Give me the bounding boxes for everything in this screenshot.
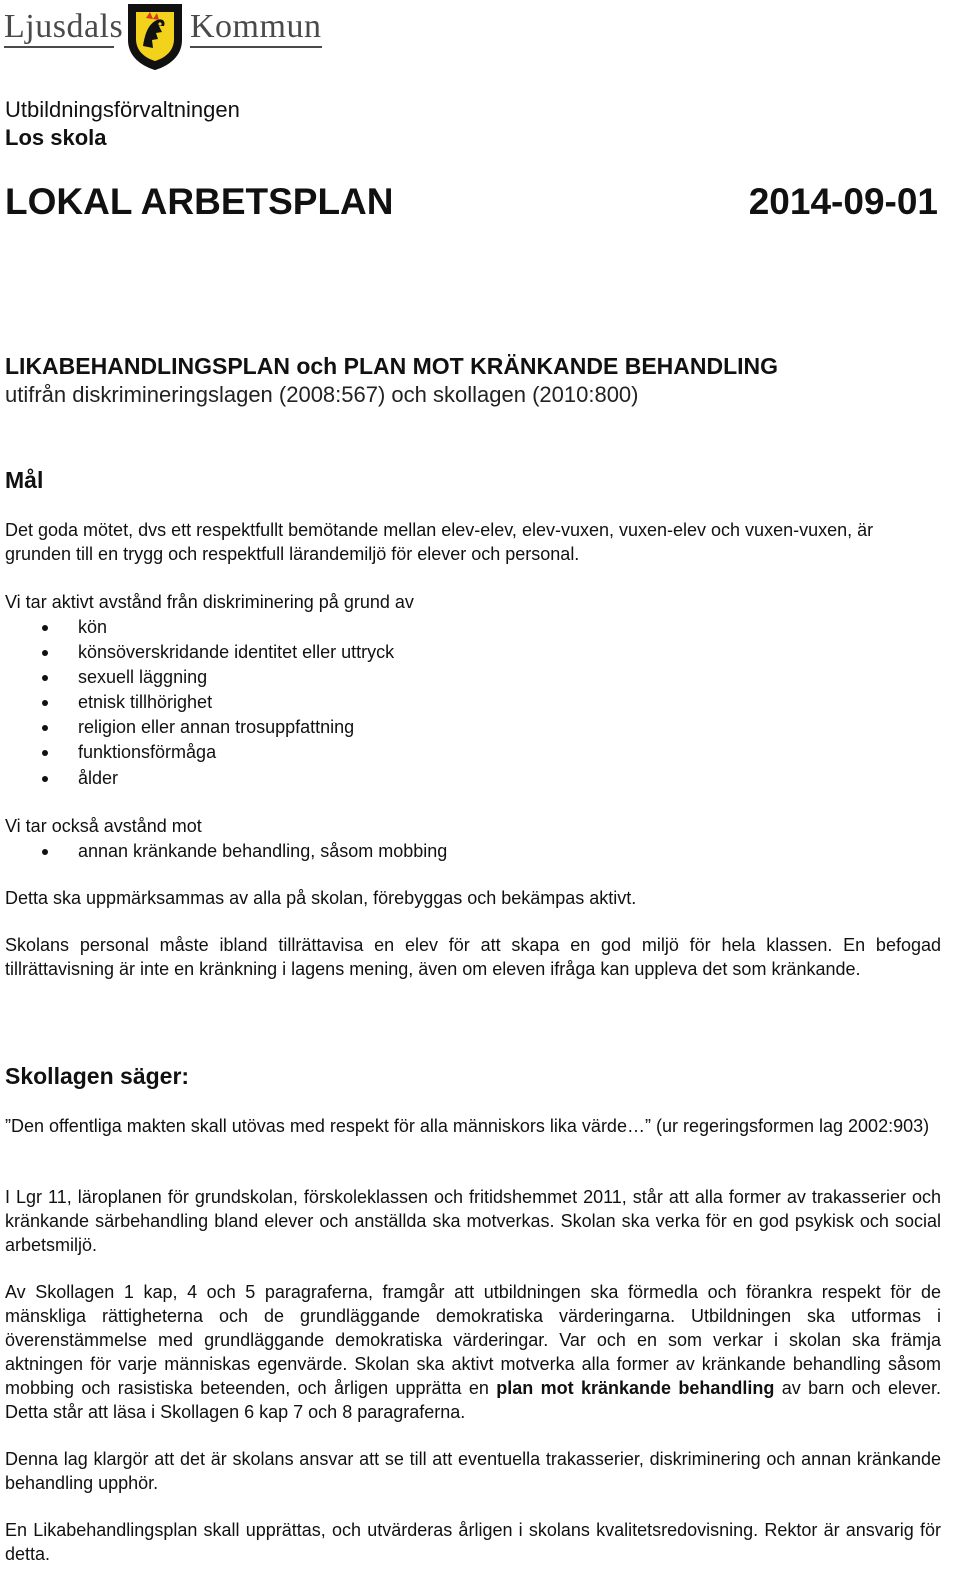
heraldic-shield-icon [126,2,184,70]
goal-intro: Det goda mötet, dvs ett respektfullt bemötande mellan elev-elev, elev-vuxen, vuxen-elev och vuxen-vuxen, är grunden till en trygg och respektfull lärandemiljö för elever och personal. [5,520,874,564]
also-lead: Vi tar också avstånd mot [5,816,202,836]
logo-word-kommun: Kommun [190,8,322,45]
plan-title: LIKABEHANDLINGSPLAN och PLAN MOT KRÄNKANDE BEHANDLING [5,353,779,379]
list-item: religion eller annan trosuppfattning [0,715,394,740]
goal-heading: Mål [5,467,44,493]
list-item: funktionsförmåga [0,740,394,765]
paragraph-text: av barn och elever. Detta står att läsa i Skollagen 6 kap 7 och 8 paragraferna. [5,1378,941,1422]
also-list [0,839,447,864]
list-item: kön [0,615,394,640]
paragraph-text: Av Skollagen 1 kap, 4 och 5 paragraferna, framgår att utbildningen ska förmedla och förankra respekt för de mänskliga rättigheterna och de grundläggande demokratiska värderingarna. Utbildningen ska utformas i överenstämmelse med grundläggande demokratiska värderingar. Var och en som verkar i skolan ska främja aktningen för varje människas egenvärde. Skolan ska aktivt motverka alla former av kränkande behandling såsom mobbing och rasistiska beteenden, och årligen upprätta en [5,1282,941,1398]
municipality-logo [4,2,334,70]
quote-paragraph: ”Den offentliga makten skall utövas med respekt för alla människors lika värde…” (ur regeringsformen lag 2002:903) [5,1116,930,1136]
law-heading: Skollagen säger: [5,1063,190,1089]
skollagen-paragraph [5,1280,941,1424]
list-item: könsöverskridande identitet eller uttryck [0,640,394,665]
document-title: LOKAL ARBETSPLAN [5,181,394,222]
document-date: 2014-09-01 [748,181,938,222]
evaluation-paragraph: En Likabehandlingsplan skall upprättas, och utvärderas årligen i skolans kvalitetsredovisning. Rektor är ansvarig för detta. [5,1520,941,1564]
school-name: Los skola [5,125,107,150]
grounds-lead: Vi tar aktivt avstånd från diskriminering på grund av [5,592,414,612]
list-item: sexuell läggning [0,665,394,690]
lgr-paragraph: I Lgr 11, läroplanen för grundskolan, förskoleklassen och fritidshemmet 2011, står att alla former av trakasserier och kränkande särbehandling bland elever och anställda ska motverkas. Skolan ska verka för en god psykisk och social arbetsmiljö. [5,1187,941,1255]
responsibility-paragraph: Denna lag klargör att det är skolans ansvar att se till att eventuella trakasserier, diskriminering och annan kränkande behandling upphör. [5,1449,941,1493]
logo-word-ljusdals: Ljusdals [4,8,124,45]
list-item: etnisk tillhörighet [0,690,394,715]
plan-subtitle: utifrån diskrimineringslagen (2008:567) och skollagen (2010:800) [5,382,639,407]
notice-paragraph: Detta ska uppmärksammas av alla på skolan, förebyggas och bekämpas aktivt. [5,888,637,908]
list-item: ålder [0,766,394,791]
correction-paragraph: Skolans personal måste ibland tillrättavisa en elev för att skapa en god miljö för hela klassen. En befogad tillrättavisning är inte en kränkning i lagens mening, även om eleven ifråga kan uppleva det som kränkande. [5,935,941,979]
department-name: Utbildningsförvaltningen [5,97,240,122]
list-item: annan kränkande behandling, såsom mobbing [0,839,447,864]
emphasized-text: plan mot kränkande behandling [496,1378,775,1398]
logo-underline-right [190,46,322,48]
grounds-list [0,615,394,791]
logo-underline-left [4,46,114,48]
